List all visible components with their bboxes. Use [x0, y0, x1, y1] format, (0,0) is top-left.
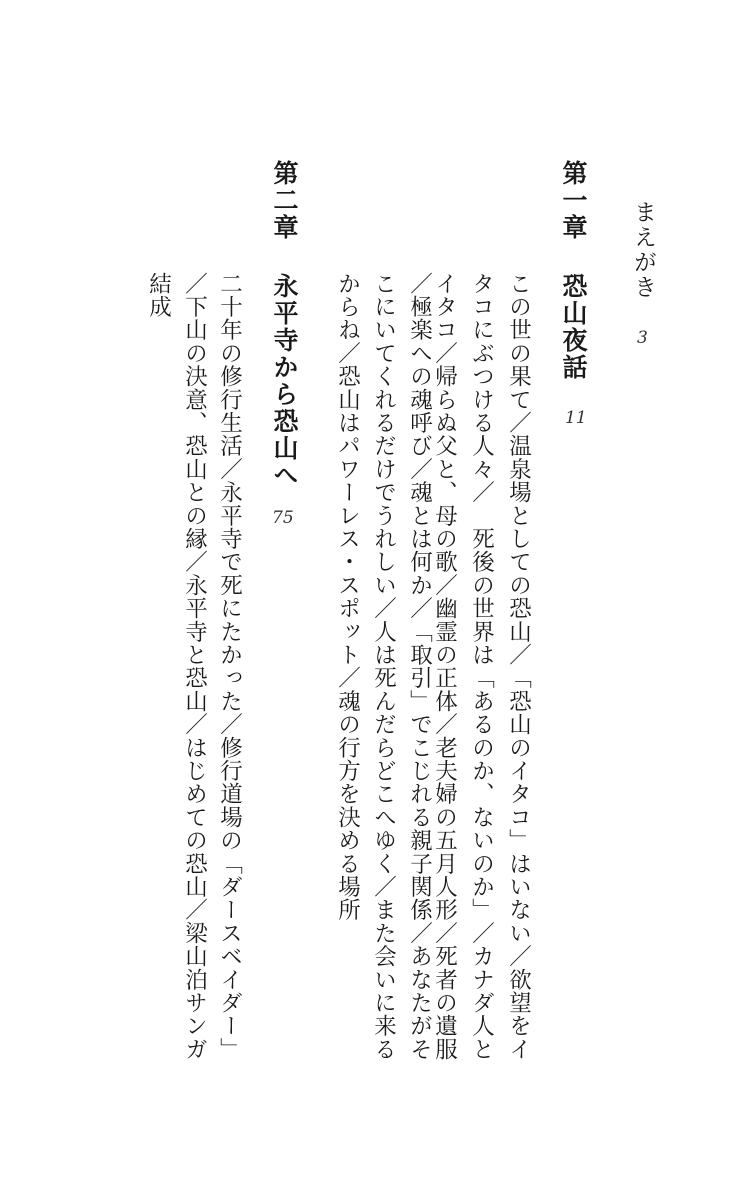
- chapter2-line-2: ／下山の決意、恐山との縁／永平寺と恐山／はじめての恐山／梁山泊サンガ: [181, 272, 208, 1061]
- chapter1-heading: [561, 160, 586, 381]
- chapter2-line-3: 結成: [145, 272, 172, 319]
- chapter1-page-number: 11: [565, 408, 587, 428]
- chapter1-label: 第一章: [559, 160, 588, 241]
- chapter2-label: 第二章: [270, 160, 299, 241]
- chapter2-title: 永平寺から恐山へ: [270, 273, 299, 489]
- chapter2-page-number: 75: [272, 508, 294, 528]
- chapter1-line-6: からね／恐山はパワーレス・スポット／魂の行方を決める場所: [334, 272, 361, 922]
- preface-title: まえがき: [630, 200, 656, 300]
- chapter1-line-2: タコにぶつける人々／ 死後の世界は「あるのか、ないのか」／カナダ人と: [468, 272, 495, 1061]
- preface-page-number: 3: [637, 328, 648, 348]
- chapter2-line-1: 二十年の修行生活／永平寺で死にたかった／修行道場の「ダースベイダー」: [216, 272, 243, 1061]
- chapter1-line-1: この世の果て／温泉場としての恐山／「恐山のイタコ」はいない／欲望をイ: [505, 272, 532, 1061]
- chapter1-title: 恐山夜話: [559, 273, 588, 381]
- chapter1-line-3: イタコ／帰らぬ父と、母の歌／幽霊の正体／老夫婦の五月人形／死者の遺服: [431, 272, 458, 1061]
- chapter1-line-4: ／極楽への魂呼び／魂とは何か／「取引」でこじれる親子関係／あなたがそ: [406, 272, 433, 1061]
- chapter1-line-5: こにいてくれるだけでうれしい／人は死んだらどこへゆく／また会いに来る: [370, 272, 397, 1061]
- chapter2-heading: [272, 160, 297, 489]
